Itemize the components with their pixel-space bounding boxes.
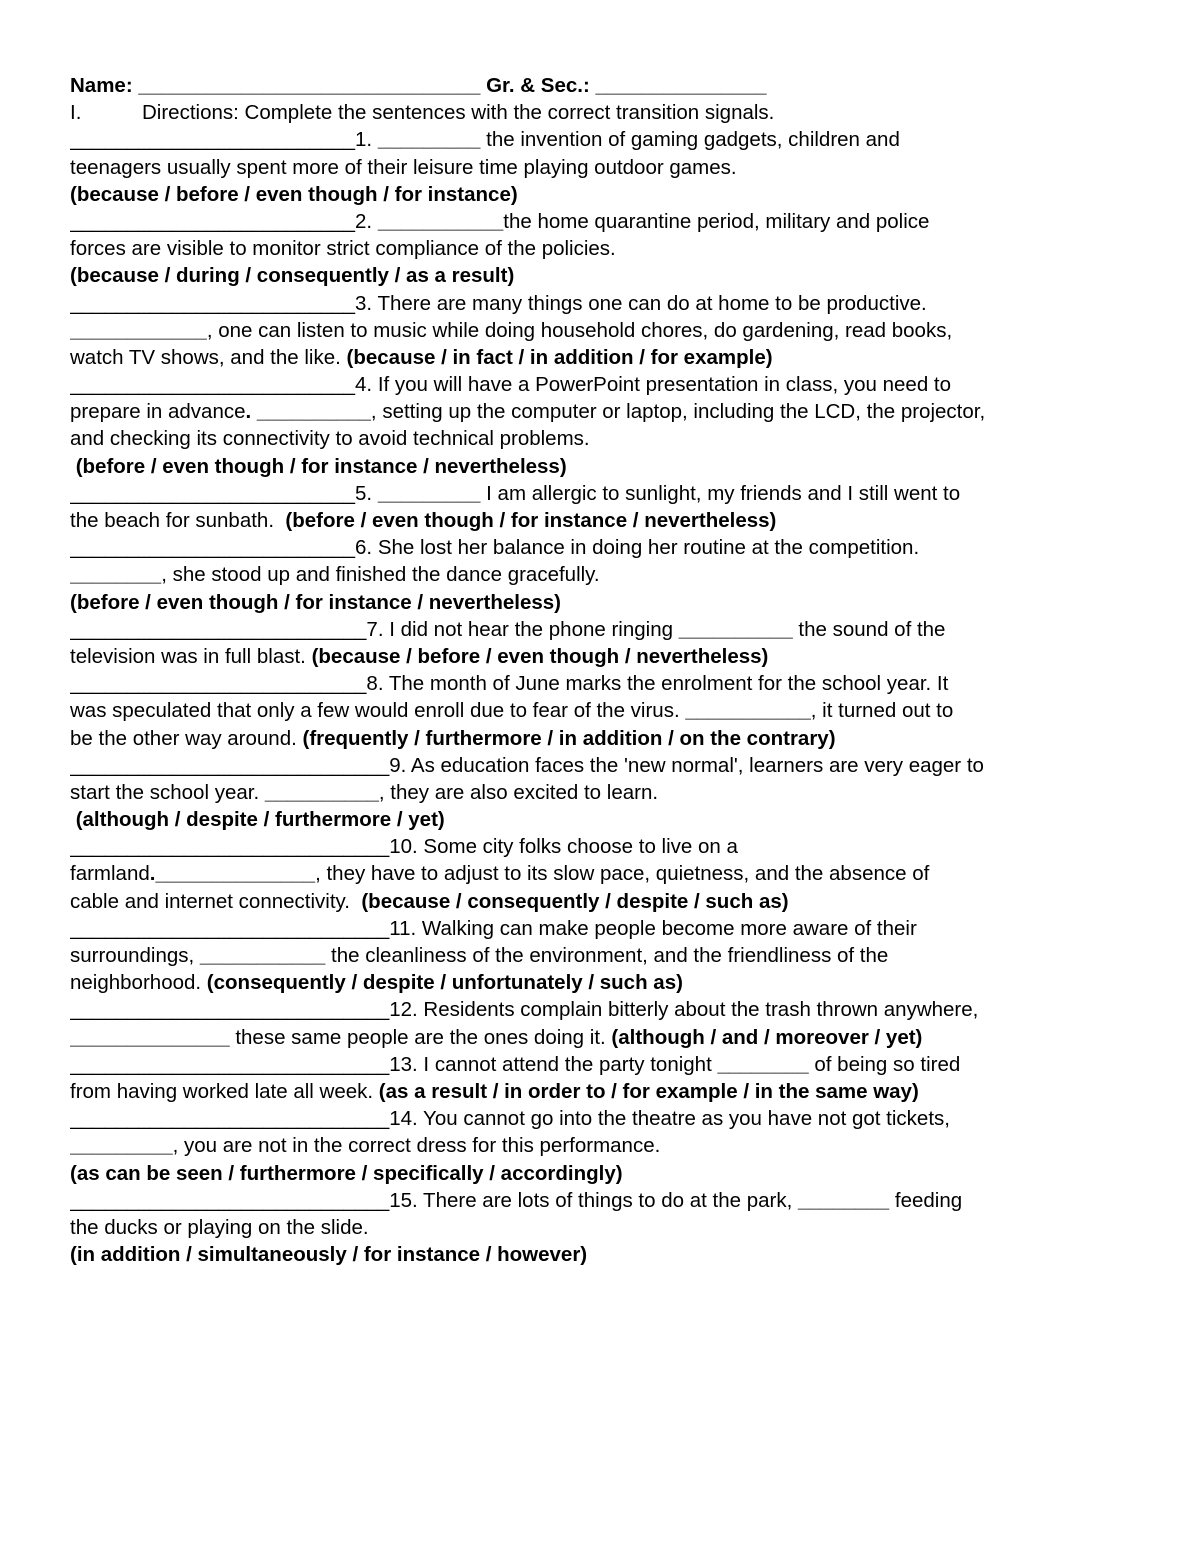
bold-segment: (as can be seen / furthermore / specifically / accordingly) xyxy=(70,1161,623,1185)
text-line xyxy=(70,154,1130,181)
text-segment: ____________________________14. You cannot go into the theatre as you have not got tickets, xyxy=(70,1107,950,1131)
text-segment: be the other way around. xyxy=(70,726,303,750)
text-segment: the cleanliness of the environment, and the friendliness of the xyxy=(325,944,889,967)
text-line xyxy=(70,1051,1130,1078)
bold-segment: ________ xyxy=(797,1188,890,1212)
text-segment: , you are not in the correct dress for this performance. xyxy=(172,1134,661,1158)
text-segment: ____________________________15. There are lots of things to do at the park, xyxy=(70,1188,798,1212)
bold-segment: (before / even though / for instance / nevertheless) xyxy=(285,509,777,532)
text-line xyxy=(70,561,1130,588)
bold-segment: .______________ xyxy=(149,862,316,886)
text-line xyxy=(70,181,1130,208)
text-line xyxy=(70,480,1130,507)
bold-segment: __________ xyxy=(264,780,379,804)
bold-segment: (in addition / simultaneously / for instance / however) xyxy=(70,1243,588,1267)
bold-segment: . __________ xyxy=(245,400,371,424)
text-segment: the ducks or playing on the slide. xyxy=(70,1215,369,1239)
bold-segment: (because / before / even though / nevertheless) xyxy=(311,644,769,668)
text-segment: _________________________4. If you will have a PowerPoint presentation in class, you need to xyxy=(70,373,952,397)
text-segment: forces are visible to monitor strict compliance of the policies. xyxy=(70,237,616,261)
text-line xyxy=(70,833,1130,860)
bold-segment: (as a result / in order to / for example / in the same way) xyxy=(378,1079,919,1103)
text-segment: watch TV shows, and the like. xyxy=(70,345,347,369)
bold-segment: ________ xyxy=(70,563,162,587)
text-line xyxy=(70,290,1130,317)
name-label: Name: xyxy=(70,74,139,97)
text-line xyxy=(70,670,1130,697)
bold-segment: (before / even though / for instance / nevertheless) xyxy=(70,590,561,614)
directions-text: Directions: Complete the sentences with the correct transition signals. xyxy=(142,101,775,125)
text-segment: cable and internet connectivity. xyxy=(70,889,362,913)
text-line xyxy=(70,969,1130,996)
text-segment: the sound of the xyxy=(792,617,946,641)
text-segment: ____________________________12. Residents complain bitterly about the trash thrown anywhere, xyxy=(70,998,979,1022)
text-line xyxy=(70,725,1130,752)
text-line xyxy=(70,1132,1130,1159)
text-segment: _________________________2. xyxy=(70,209,378,233)
text-line xyxy=(70,915,1130,942)
text-line xyxy=(70,208,1130,235)
text-segment: ____________________________10. Some city folks choose to live on a xyxy=(70,835,738,859)
text-segment: of being so tired xyxy=(808,1052,961,1076)
text-segment: , they have to adjust to its slow pace, quietness, and the absence of xyxy=(315,862,930,886)
text-line xyxy=(70,262,1130,289)
text-line xyxy=(70,371,1130,398)
bold-segment: (although / despite / furthermore / yet) xyxy=(70,808,445,832)
text-segment: was speculated that only a few would enroll due to fear of the virus. xyxy=(70,699,686,723)
text-line xyxy=(70,643,1130,670)
bold-segment: ___________ xyxy=(199,944,326,967)
directions-number: I. xyxy=(70,101,82,125)
text-line xyxy=(70,1241,1130,1268)
text-segment: ____________________________11. Walking can make people become more aware of their xyxy=(70,916,917,940)
exercise-list xyxy=(70,126,1130,1268)
text-line xyxy=(70,317,1130,344)
bold-segment: ____________ xyxy=(70,318,207,342)
text-line xyxy=(70,589,1130,616)
bold-segment: (before / even though / for instance / nevertheless) xyxy=(70,454,567,478)
text-segment: these same people are the ones doing it. xyxy=(229,1025,612,1049)
text-segment: television was in full blast. xyxy=(70,644,312,668)
bold-segment: (frequently / furthermore / in addition / on the contrary) xyxy=(302,726,836,750)
text-line xyxy=(70,344,1130,371)
text-segment: __________________________7. I did not hear the phone ringing xyxy=(70,617,679,641)
text-line xyxy=(70,616,1130,643)
name-blank: ______________________________ xyxy=(138,74,481,97)
text-segment: prepare in advance xyxy=(70,400,246,424)
bold-segment: (although / and / moreover / yet) xyxy=(611,1025,923,1049)
bold-segment: ________ xyxy=(717,1052,809,1076)
text-segment: ____________________________13. I cannot attend the party tonight xyxy=(70,1052,718,1076)
bold-segment: _________ xyxy=(377,481,481,505)
text-line xyxy=(70,453,1130,480)
bold-segment: __________ xyxy=(678,617,793,641)
text-segment: the invention of gaming gadgets, children and xyxy=(480,128,900,152)
text-segment: _________________________5. xyxy=(70,481,378,505)
text-line xyxy=(70,425,1130,452)
text-segment: feeding xyxy=(889,1188,963,1212)
text-line xyxy=(70,126,1130,153)
text-segment: , she stood up and finished the dance gracefully. xyxy=(161,563,600,587)
bold-segment: ___________ xyxy=(685,699,811,723)
text-line xyxy=(70,806,1130,833)
text-segment: I am allergic to sunlight, my friends and I still went to xyxy=(480,481,961,505)
text-segment: _________________________1. xyxy=(70,128,378,152)
text-line xyxy=(70,1160,1130,1187)
text-segment: neighborhood. xyxy=(70,971,207,995)
text-line xyxy=(70,534,1130,561)
text-segment: , they are also excited to learn. xyxy=(378,780,659,804)
header-line xyxy=(70,72,1130,99)
bold-segment: ______________ xyxy=(70,1025,230,1049)
text-line xyxy=(70,779,1130,806)
text-segment: surroundings, xyxy=(70,944,200,967)
directions-line xyxy=(70,99,1130,126)
bold-segment: (because / consequently / despite / such as) xyxy=(361,889,789,913)
text-segment: farmland xyxy=(70,862,150,886)
text-line xyxy=(70,888,1130,915)
section-blank: _______________ xyxy=(595,74,767,97)
bold-segment: _________ xyxy=(70,1134,173,1158)
bold-segment: ___________ xyxy=(377,209,504,233)
text-line xyxy=(70,507,1130,534)
text-segment: _________________________3. There are many things one can do at home to be productive. xyxy=(70,291,927,315)
text-segment: , one can listen to music while doing household chores, do gardening, read books, xyxy=(206,318,953,342)
text-segment: ____________________________9. As education faces the 'new normal', learners are very eager to xyxy=(70,753,984,777)
bold-segment: (because / during / consequently / as a result) xyxy=(70,264,515,288)
bold-segment: _________ xyxy=(377,128,481,152)
text-segment: and checking its connectivity to avoid technical problems. xyxy=(70,427,590,451)
text-segment: , it turned out to xyxy=(810,699,954,723)
text-line xyxy=(70,860,1130,887)
text-line xyxy=(70,1024,1130,1051)
text-line xyxy=(70,1105,1130,1132)
text-segment: _________________________6. She lost her balance in doing her routine at the competition. xyxy=(70,536,920,560)
bold-segment: (because / in fact / in addition / for example) xyxy=(346,345,773,369)
text-line xyxy=(70,1187,1130,1214)
text-line xyxy=(70,942,1130,969)
bold-segment: (consequently / despite / unfortunately / such as) xyxy=(206,971,683,995)
text-segment: from having worked late all week. xyxy=(70,1079,379,1103)
text-segment: teenagers usually spent more of their leisure time playing outdoor games. xyxy=(70,155,737,179)
text-segment: the beach for sunbath. xyxy=(70,509,286,532)
text-line xyxy=(70,1214,1130,1241)
text-line xyxy=(70,235,1130,262)
text-line xyxy=(70,752,1130,779)
text-segment: __________________________8. The month of June marks the enrolment for the school year. It xyxy=(70,672,949,696)
bold-segment: (because / before / even though / for instance) xyxy=(70,182,518,206)
text-line xyxy=(70,1078,1130,1105)
text-line xyxy=(70,697,1130,724)
text-segment: start the school year. xyxy=(70,780,265,804)
text-segment: the home quarantine period, military and police xyxy=(503,209,930,233)
text-line xyxy=(70,996,1130,1023)
text-segment: , setting up the computer or laptop, including the LCD, the projector, xyxy=(370,400,986,424)
section-label: Gr. & Sec.: xyxy=(480,74,596,97)
text-line xyxy=(70,398,1130,425)
